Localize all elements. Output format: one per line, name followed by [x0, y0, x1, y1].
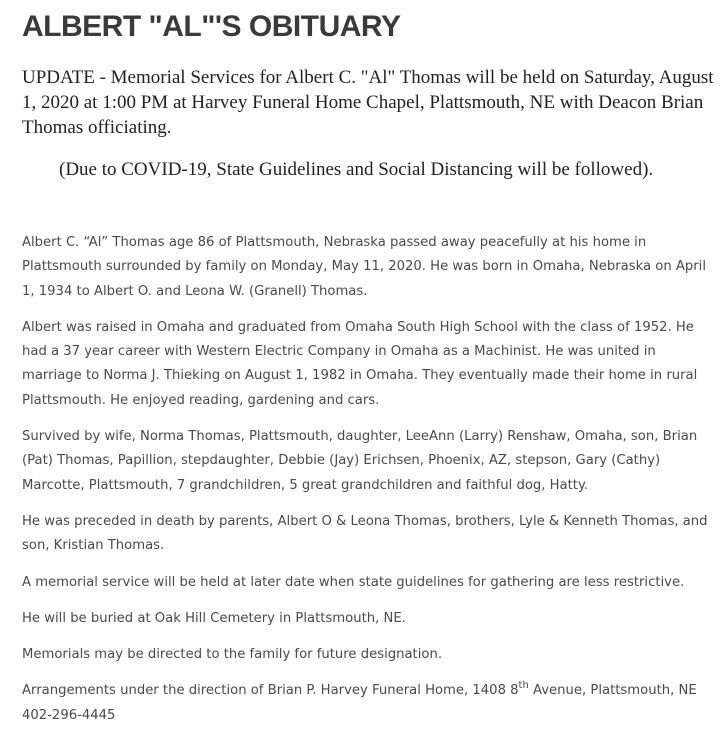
paragraph-burial: He will be buried at Oak Hill Cemetery in Plattsmouth, NE.	[22, 610, 406, 626]
arrangements-prefix: Arrangements under the direction of Brian P. Harvey Funeral Home, 1408 8	[22, 683, 519, 699]
funeral-home-phone: 402-296-4445	[22, 707, 116, 723]
paragraph-preceded: He was preceded in death by parents, Albert O & Leona Thomas, brothers, Lyle & Kenneth Thomas, and son, Kristian Thomas.	[22, 513, 708, 554]
obituary-page	[22, 0, 722, 740]
page-title: ALBERT "AL"'S OBITUARY	[22, 10, 401, 43]
covid-note: (Due to COVID-19, State Guidelines and Social Distancing will be followed).	[59, 159, 654, 180]
paragraph-memorials: Memorials may be directed to the family for future designation.	[22, 647, 443, 663]
paragraph-biography: Albert C. “Al” Thomas age 86 of Plattsmouth, Nebraska passed away peacefully at his home in Plattsmouth surrounded by family on Monday, May 11, 2020. He was born in Omaha, Nebraska on April 1, 1934 to Albert O. and Leona W. (Granell) Thomas.	[22, 235, 707, 299]
paragraph-survivors: Survived by wife, Norma Thomas, Plattsmouth, daughter, LeeAnn (Larry) Renshaw, Omaha, son, Brian (Pat) Thomas, Papillion, stepdaughter, Debbie (Jay) Erichsen, Phoenix, AZ, stepson, Gary (Cathy) Marcotte, Plattsmouth, 7 grandchildren, 5 great grandchildren and faithful dog, Hatty.	[22, 429, 698, 493]
obituary-body	[22, 231, 718, 728]
arrangements-suffix: Avenue, Plattsmouth, NE	[528, 683, 697, 699]
memorial-update: UPDATE - Memorial Services for Albert C. "Al" Thomas will be held on Saturday, August 1, 2020 at 1:00 PM at Harvey Funeral Home Chapel, Plattsmouth, NE with Deacon Brian Thomas officiating.	[22, 67, 714, 138]
paragraph-memorial-service: A memorial service will be held at later date when state guidelines for gathering are less restrictive.	[22, 574, 685, 590]
paragraph-life: Albert was raised in Omaha and graduated from Omaha South High School with the class of 1952. He had a 37 year career with Western Electric Company in Omaha as a Machinist. He was united in marriage to Norma J. Thieking on August 1, 1982 in Omaha. They eventually made their home in rural Plattsmouth. He enjoyed reading, gardening and cars.	[22, 319, 698, 408]
arrangements-ordinal: th	[518, 680, 529, 692]
paragraph-arrangements	[22, 679, 718, 728]
